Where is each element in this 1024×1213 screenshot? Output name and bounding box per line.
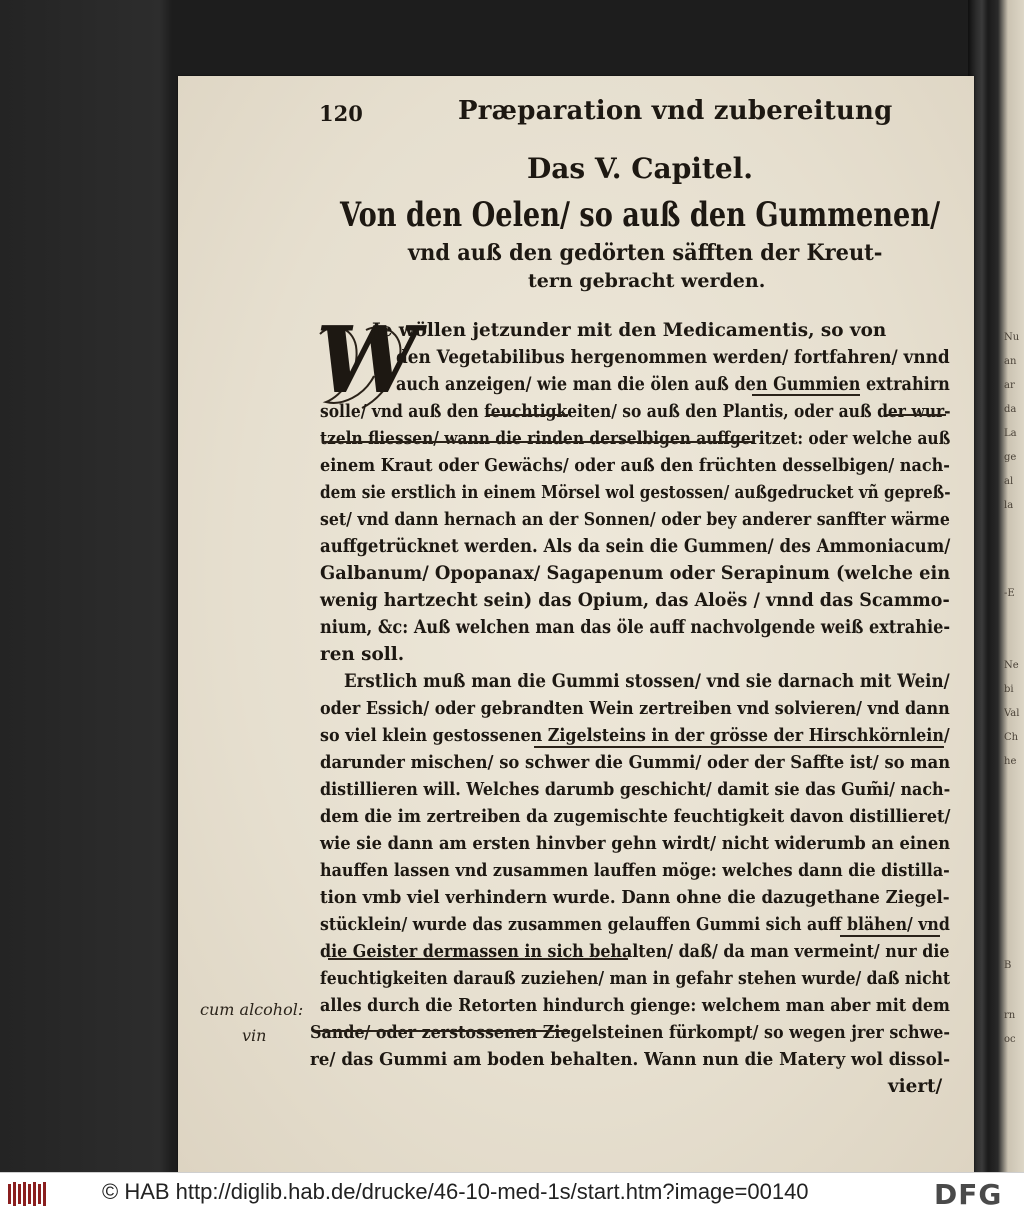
text-line: ren soll.: [320, 644, 405, 665]
margin-handwritten-note: vin: [242, 1026, 267, 1045]
strip-fragment: an: [1004, 356, 1017, 367]
text-line: oder Essich/ oder gebrandten Wein zertreiben vnd solvieren/ vnd dann: [320, 698, 950, 719]
strip-fragment: ge: [1004, 452, 1017, 463]
strip-fragment: bi: [1004, 684, 1014, 695]
text-line: alles durch die Retorten hindurch gienge: welchem man aber mit dem: [320, 995, 950, 1016]
handwritten-strikethrough: [314, 1030, 570, 1032]
text-line: wenig hartzecht sein) das Opium, das Aloës / vnnd das Scammo-: [320, 590, 950, 611]
margin-handwritten-note: cum alcohol:: [200, 1000, 304, 1019]
chapter-title-line-3: tern gebracht werden.: [528, 270, 766, 292]
text-line: Sande/ oder zerstossenen Ziegelsteinen fürkompt/ so wegen jrer schwe-: [310, 1022, 950, 1043]
handwritten-underline: [534, 746, 944, 748]
text-line: auch anzeigen/ wie man die ölen auß den Gummien extrahirn: [396, 374, 950, 395]
text-line: re/ das Gummi am boden behalten. Wann nun die Matery wol dissol-: [310, 1049, 951, 1070]
text-line: viert/: [888, 1076, 943, 1097]
text-line: tzeln fliessen/ wann die rinden derselbigen auffgeritzet: oder welche auß: [320, 428, 951, 449]
text-line: darunder mischen/ so schwer die Gummi/ oder der Saffte ist/ so man: [320, 752, 951, 773]
strip-fragment: al: [1004, 476, 1014, 487]
handwritten-strikethrough: [322, 441, 754, 443]
adjacent-page-strip: [968, 0, 1024, 1172]
strip-fragment: ar: [1004, 380, 1015, 391]
handwritten-underline: [840, 935, 940, 937]
strip-fragment: la: [1004, 500, 1014, 511]
strip-fragment: Val: [1004, 708, 1020, 719]
text-line: feuchtigkeiten darauß zuziehen/ man in gefahr stehen wurde/ daß nicht: [320, 968, 951, 989]
text-line: Je wöllen jetzunder mit den Medicamentis, so von: [372, 320, 887, 341]
strip-fragment: -E: [1004, 588, 1015, 599]
chapter-title-line-2: vnd auß den gedörten säfften der Kreut-: [408, 240, 883, 266]
strip-fragment: Ch: [1004, 732, 1019, 743]
strip-fragment: rn: [1004, 1010, 1016, 1021]
strip-fragment: oc: [1004, 1034, 1016, 1045]
text-line: tion vmb viel verhindern wurde. Dann ohne die dazugethane Ziegel-: [320, 887, 950, 908]
text-line: solle/ vnd auß den feuchtigkeiten/ so auß den Plantis, oder auß der wur-: [320, 401, 951, 422]
drop-cap: W: [316, 306, 420, 414]
handwritten-strikethrough: [488, 414, 568, 416]
text-line: hauffen lassen vnd zusammen lauffen möge: welches dann die distilla-: [320, 860, 950, 881]
handwritten-underline: [328, 958, 628, 960]
text-line: auffgetrücknet werden. Als da sein die Gummen/ des Ammoniacum/: [320, 536, 951, 557]
library-logo-icon: [6, 1180, 48, 1208]
strip-fragment: B: [1004, 960, 1012, 971]
strip-fragment: da: [1004, 404, 1017, 415]
text-line: den Vegetabilibus hergenommen werden/ fortfahren/ vnnd: [396, 347, 950, 368]
text-line: Erstlich muß man die Gummi stossen/ vnd sie darnach mit Wein/: [344, 671, 950, 692]
text-line: distillieren will. Welches darumb geschicht/ damit sie das Gum̃i/ nach-: [320, 779, 951, 800]
text-line: dem sie erstlich in einem Mörsel wol gestossen/ außgedrucket vñ gepreß-: [320, 482, 951, 503]
chapter-label: Das V. Capitel.: [527, 152, 754, 185]
handwritten-underline: [752, 394, 860, 396]
strip-fragment: Nu: [1004, 332, 1020, 343]
handwritten-strikethrough: [886, 414, 946, 416]
page-number: 120: [319, 101, 363, 126]
running-head: Præparation vnd zubereitung: [458, 96, 893, 126]
text-line: stücklein/ wurde das zusammen gelauffen Gummi sich auff blähen/ vnd: [320, 914, 950, 935]
strip-fragment: Ne: [1004, 660, 1019, 671]
text-line: die Geister dermassen in sich behalten/ daß/ da man vermeint/ nur die: [320, 941, 950, 962]
text-line: Galbanum/ Opopanax/ Sagapenum oder Serapinum (welche ein: [320, 563, 951, 584]
text-line: set/ vnd dann hernach an der Sonnen/ oder bey anderer sanffter wärme: [320, 509, 950, 530]
copyright-source-url[interactable]: © HAB http://diglib.hab.de/drucke/46-10-med-1s/start.htm?image=00140: [102, 1179, 809, 1204]
text-line: dem die im zertreiben da zugemischte feuchtigkeit davon distillieret/: [320, 806, 951, 827]
chapter-title-line-1: Von den Oelen/ so auß den Gummenen/: [340, 195, 941, 235]
dfg-logo: DFG: [934, 1178, 1003, 1211]
text-line: nium, &c: Auß welchen man das öle auff nachvolgende weiß extrahie-: [320, 617, 951, 638]
text-line: wie sie dann am ersten hinvber gehn wirdt/ nicht widerumb an einen: [320, 833, 951, 854]
footer-bar: [0, 1172, 1024, 1213]
text-line: so viel klein gestossenen Zigelsteins in der grösse der Hirschkörnlein/: [320, 725, 950, 746]
strip-fragment: he: [1004, 756, 1017, 767]
strip-fragment: La: [1004, 428, 1017, 439]
text-line: einem Kraut oder Gewächs/ oder auß den früchten desselbigen/ nach-: [320, 455, 950, 476]
